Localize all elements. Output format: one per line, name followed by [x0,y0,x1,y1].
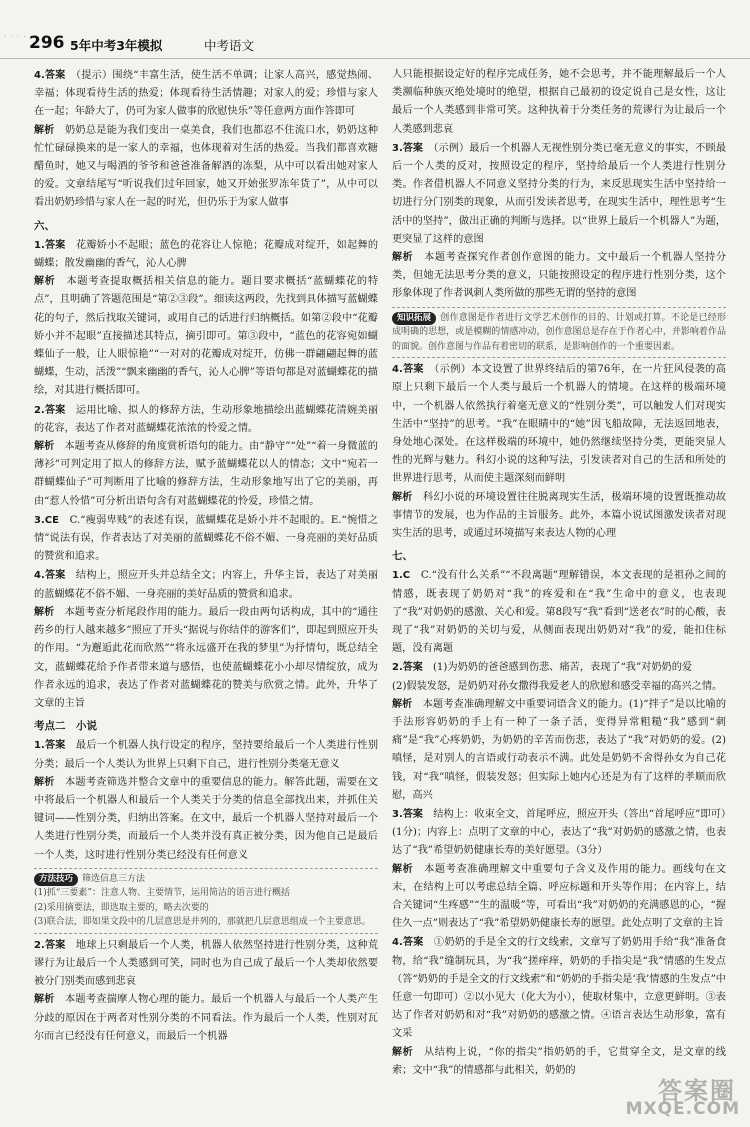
left-column [34,66,378,1121]
right-column [392,66,726,1121]
answer-paragraph: 2.答案 (1)为奶奶的爸爸感到伤悲、痛苦，表现了“我”对奶奶的爱 [392,662,693,674]
tip-text: 创作意图是作者进行文学艺术创作的目的、计划或打算。不论是已经形成明确的思想，或是模糊的情感冲动，创作意图总是存在于作者心中，并影响着作品的面貌。创作意图与作品有着密切的联系，是影响创作的一个重要因素。 [392,312,726,352]
book-title: 5年中考3年模拟 [70,38,163,53]
subject-label: 中考语文 [204,38,255,53]
watermark-logo [626,1071,744,1123]
analysis-paragraph: 解析 本题考查探究作者创作意图的能力。文中最后一个机器人坚持分类，但她无法思考分类的意义，只能按照设定的程序进行性别分类，这个形象体现了作者讽刺人类所做的那些无谓的坚持的意图 [392,252,726,300]
tip-tag: 方法技巧 [34,873,78,886]
analysis-paragraph: 解析 本题考查准确理解文中重要句子含义及作用的能力。画线句在文末，在结构上可以考虑总结全篇、呼应标题和开头等作用；在内容上，结合关键词“生疼感”“生的温暖”等，可看出“我”对奶奶的充满感恩的心，“握住久一点”则表达了“我”希望奶奶健康长寿的愿望。此处点明了文章的主旨 [392,863,726,930]
watermark-text: 答案圈 [658,1077,736,1105]
page-number: 296 [29,33,65,53]
section-heading: 考点二 小说 [34,720,97,733]
analysis-paragraph: 解析 本题考查准确理解文中重要词语含义的能力。(1)“拌子”是以比喻的手法形容奶奶的手上有一种了一条子活，变得异常粗糙“我”感到“刺痛”是“我”心疼奶奶，为奶奶的辛苦而伤悲，表达了“我”对奶奶的爱。(2)嗔怪，是对别人的言语或行动表示不满。此处是奶奶不舍得孙女为自己花钱，对“我”嗔怪，假装发怒；但实际上她内心还是为有了这样的孝顺而欣慰，高兴 [392,698,726,801]
analysis-paragraph: 解析 本题考查筛选并整合文章中的重要信息的能力。解答此题，需要在文中将最后一个机器人和最后一个人类关于分类的信息全部找出来，并抓住关键词——性别分类，归纳出答案。在文中，最后一个机器人坚持对最后一个人类进行性别分类，而最后一个人类并没有真正被分类，因为他自己是最后一个人类，这时进行性别分类已经没有任何意义 [34,776,378,861]
answer-paragraph: 1.C C.“没有什么关系”“不段离题”理解错误，本文表现的是祖孙之间的情感，既表现了奶奶对“我”的疼爱和在“我”生命中的意义，也表现了“我”对奶奶的感激、关心和爱。第8段写“我”看到“送老衣”时的心酸，表现了“我”对奶奶的关切与爱，从侧面表现出奶奶对“我”的爱，能扣住标题，没有离题 [392,570,726,655]
analysis-paragraph: 解析 本题考查分析尾段作用的能力。最后一段由两句话构成，其中的“通往药乡的行人越来越多”照应了开头“据说与你结伴的游客们”，即起到照应开头的作用。“为邂逅此花而欣然”“将永远盛开在我的梦里”为抒情句，既总结全文，蓝蝴蝶花给予作者带来道与感悟，也使蓝蝴蝶花小小却尽情绽放，成为作者永远的追求，表达了作者对蓝蝴蝶花的赞美与欣赏之情。此外，升华了文章的主旨 [34,606,378,709]
analysis-paragraph: 解析 科幻小说的环境设置往往脱离现实生活，极端环境的设置既推动故事情节的发展，也为作品的主旨服务。此外，本篇小说试图激发读者对现实生活的思考，或通过环境描写来表达人物的心理 [392,491,726,539]
analysis-paragraph: 人只能根据设定好的程序完成任务，她不会思考，并不能理解最后一个人类濒临种族灭绝处境时的绝望，根据自己最初的设定说自己是女性，这让最后一个人类感到非常可笑。这种执着于分类任务的荒谬行为让最后一个人类感到悲哀 [392,69,726,135]
answer-paragraph: 4.答案 （提示）围绕“丰富生活，使生活不单调；让家人高兴，感觉热闹、幸福；体现看待生活的热爱；体现看待生活情趣；对家人的爱；珍惜与家人在一起；年龄大了，仍可为家人做事的欣慰快乐”等任意两方面作答即可 [34,70,378,118]
tip-line: (2)采用摘要法，即选取主要的，略去次要的 [34,902,209,913]
answer-paragraph: 4.答案 （示例）本文设置了世界终结后的第76年，在一片狂风侵袭的高原上只剩下最后一个人类与最后一个机器人的情境。在这样的极端环境中，一个机器人依然执行着毫无意义的“性别分类”，可以触发人们对现实生活中“坚持”的思考。“我”在眼睛中的“她”因飞船故障，无法返回地表，身处地心深处。在这样极端的环境中，她仍然继续坚持分类，更能突显人性的光辉与魅力。科幻小说的这种写法，引发读者对自己的生活和所处的世界进行思考，从而使主题深刻而鲜明 [392,364,726,485]
answer-paragraph: 3.CE C.“瘦弱卑贱”的表述有误，蓝蝴蝶花是娇小并不起眼的。E.“惋惜之情”说法有误，作者表达了对美丽的蓝蝴蝶花不俗不媚、一身亮丽的美好品质的赞赏和追求。 [34,514,378,563]
tip-tag: 知识拓展 [392,312,436,325]
answer-paragraph: 2.答案 运用比喻、拟人的修辞方法，生动形象地描绘出蓝蝴蝶花清婉美丽的花容，表达了作者对蓝蝴蝶花浓浓的怜爱之情。 [34,404,378,434]
answer-paragraph: 4.答案 结构上，照应开头并总结全文；内容上，升华主旨，表达了对美丽的蓝蝴蝶花不俗不媚、一身亮丽的美好品质的赞赏和追求。 [34,570,378,600]
header-decoration: · · · · [4,33,27,41]
section-heading: 七、 [392,550,413,563]
watermark-url: MXQE.COM [625,1099,740,1119]
answer-paragraph: 3.答案 结构上：收束全文，首尾呼应，照应开头（答出“首尾呼应”即可）(1分)；内容上：点明了文章的中心，表达了“我”对奶奶的感激之情，也表达了“我”希望奶奶健康长寿的美好愿望。（3分） [392,809,726,857]
tip-line: (3)联合法，即如果文段中的几层意思是并列的，那就把几层意思组成一个主要意思。 [34,917,371,928]
page-header [0,0,750,59]
answer-paragraph: 1.答案 花瓣娇小不起眼；蓝色的花容让人惊艳；花瓣成对绽开，如起舞的蝴蝶；散发幽幽的香气，沁人心脾 [34,239,378,270]
section-heading: 六、 [34,219,55,232]
answer-paragraph: 4.答案 ①奶奶的手是全文的行文线索，文章写了奶奶用手给“我”准备食物，给“我”缝制玩具，为“我”搓痒痒，奶奶的手指尖是“我”情感的生发点（答“奶奶的手是全文的行文线索”和“奶奶的手指尖是‘我’情感的生发点”中任意一句即可）②以小见大（化大为小），使取材集中，立意更鲜明。③表达了作者对奶奶和对“我”对奶奶的感激之情。④语言表达生动形象，富有文采 [392,937,726,1040]
analysis-paragraph: 解析 本题考查从修辞的角度赏析语句的能力。由“静守”“处”“着一身微蓝的薄衫”可判定用了拟人的修辞方法，赋予蓝蝴蝶花以人的情态；文中“宛若一群蝴蝶仙子”可判断用了比喻的修辞方法，生动形象地写出了它的美丽，再由“惹人怜惜”可分析出语句含有对蓝蝴蝶花的怜爱，珍惜之情。 [34,441,378,507]
answer-paragraph: 3.答案 （示例）最后一个机器人无视性别分类已毫无意义的事实，不顾最后一个人类的反对，按照设定的程序，坚持给最后一个人类进行性别分类。作者借机器人不同意义坚持分类的行为，来反思现实生活中坚持给一切进行分门别类的现象，从而引发读者思考，在现实生活中，理性思考“生活中的坚持”，做出正确的判断与选择。以“世界上最后一个机器人”为题，更突显了这样的意图 [392,142,726,245]
tip-title: 筛选信息三方法 [82,873,146,884]
tip-line: (1)抓“三要素”：注意人物、主要情节，运用简洁的语言进行概括 [34,888,290,899]
answer-paragraph: (2)假装发怒，是奶奶对孙女撒得我爱老人的欣慰和感受幸福的高兴之情。 [392,680,723,692]
analysis-paragraph: 解析 本题考查揣摩人物心理的能力。最后一个机器人与最后一个人类产生分歧的原因在于两者对性别分类的不同看法。作为最后一个人类，性别对瓦尔而言已经没有任何意义，而最后一个机器 [34,994,378,1042]
method-tip-box [34,868,378,934]
answer-paragraph: 1.答案 最后一个机器人执行设定的程序，坚持要给最后一个人类进行性别分类；最后一个人类认为世界上只剩下自己，进行性别分类毫无意义 [34,740,378,770]
analysis-paragraph: 解析 本题考查提取概括相关信息的能力。题目要求概括“蓝蝴蝶花的特点”，且明确了答题范围是“第②③段”。细读这两段，先找到具体描写蓝蝴蝶花的句子，然后找取关键词，或用自己的话进行归纳概括。如第②段中“花瓣娇小并不起眼”直接描述其特点，摘引即可。第③段中，“蓝色的花容宛如蝴蝶仙子一般，让人眼惊艳”“一对对的花瓣成对绽开，仿佛一群翩翩起舞的蓝蝴蝶，生动，活泼”“飘来幽幽的香气，沁人心脾”等语句都是对蓝蝴蝶花的描绘，对其进行概括即可。 [34,276,378,397]
analysis-paragraph: 解析 奶奶总是能为我们变出一桌美食，我们也都忍不住流口水，奶奶这种忙忙碌碌换来的是一家人的幸福，也体现着对生活的热爱。当我们都喜欢糖醋鱼时，她又与喝酒的爷爷和爸爸准备解酒的冻梨，从中可以看出她对家人的爱。文章结尾写“听说我们过年回家，她又开始张罗冻年货了”，从中可以看出奶奶珍惜与家人在一起的时光，但仍乐于为家人做事 [34,124,378,209]
analysis-paragraph: 解析 从结构上说，“你的指尖”指奶奶的手，它贯穿全文，是文章的线索；文中“我”的情感都与此相关，奶奶的 [392,1046,726,1076]
answer-paragraph: 2.答案 地球上只剩最后一个人类，机器人依然坚持进行性别分类，这种荒谬行为让最后一个人类感到可笑，同时也为自己成了最后一个人类却依然要被分门别类而感到悲哀 [34,939,378,988]
knowledge-tip-box [392,307,726,359]
